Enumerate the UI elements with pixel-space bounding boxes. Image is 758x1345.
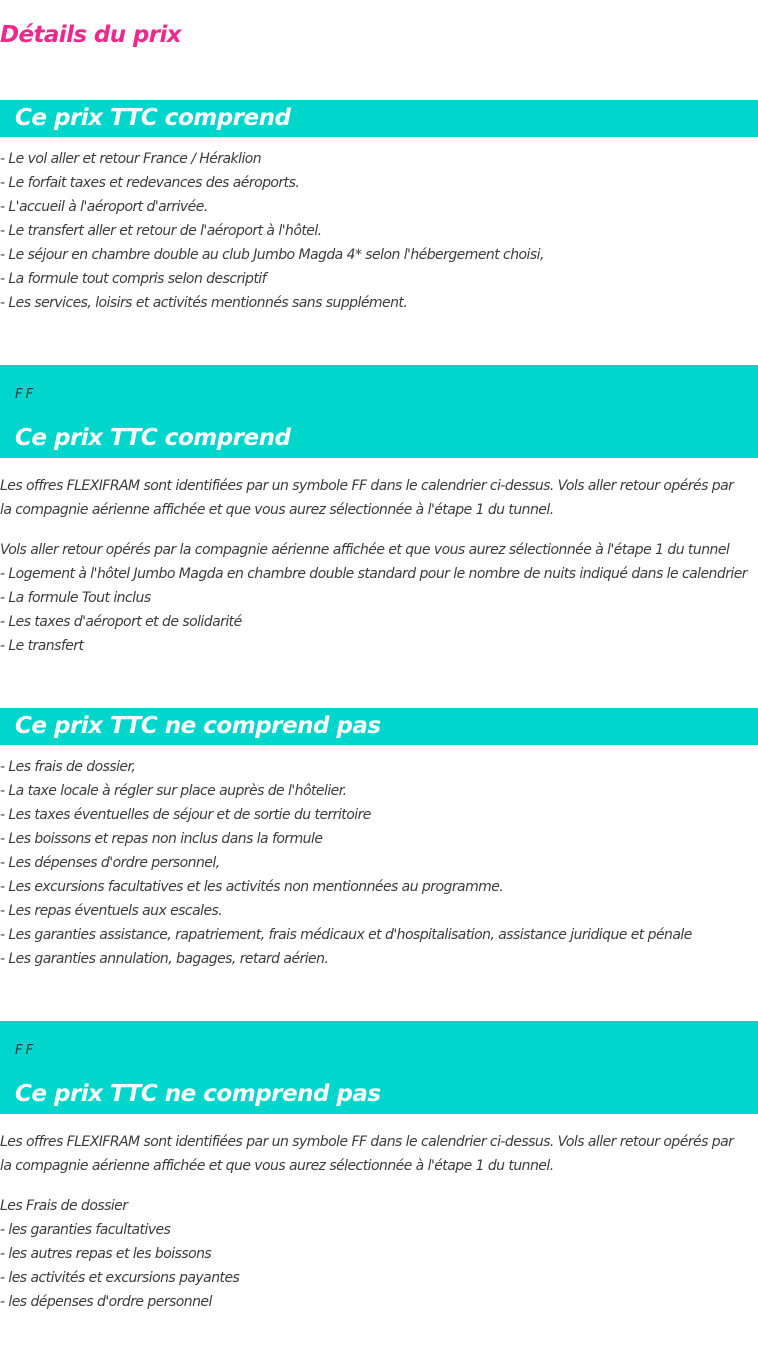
list-item: - Les taxes d'aéroport et de solidarité — [0, 614, 242, 630]
list-item: - Le transfert — [0, 638, 84, 654]
list-item: - Les taxes éventuelles de séjour et de sortie du territoire — [0, 807, 371, 823]
flexifram-intro: Les offres FLEXIFRAM sont identifiées par un symbole FF dans le calendrier ci-dessus. Vols aller retour opérés par la compagnie aérienne affichée et que vous aurez sélectionnée à l'étape 1 du tunnel. — [0, 478, 734, 518]
list-item: - les garanties facultatives — [0, 1222, 171, 1238]
list-item: - La taxe locale à régler sur place auprès de l'hôtelier. — [0, 783, 347, 799]
list-item: - Le vol aller et retour France / Héraklion — [0, 151, 262, 167]
list-item: - Le séjour en chambre double au club Jumbo Magda 4* selon l'hébergement choisi, — [0, 247, 544, 263]
flexifram-tag: F F — [15, 387, 33, 402]
list-item: - les activités et excursions payantes — [0, 1270, 240, 1286]
list-item: - Les excursions facultatives et les activités non mentionnées au programme. — [0, 879, 504, 895]
list-item: - Les garanties annulation, bagages, retard aérien. — [0, 951, 329, 967]
list-item: - La formule Tout inclus — [0, 590, 151, 606]
list-item: - Les services, loisirs et activités mentionnés sans supplément. — [0, 295, 408, 311]
section-included-flexifram — [0, 365, 758, 658]
list-item: - La formule tout compris selon descriptif — [0, 271, 267, 287]
section-header-band — [0, 1021, 758, 1114]
list-item: - Le forfait taxes et redevances des aéroports. — [0, 175, 300, 191]
list-item: - Logement à l'hôtel Jumbo Magda en chambre double standard pour le nombre de nuits indiqué dans le calendrier — [0, 566, 748, 582]
list-item: - les autres repas et les boissons — [0, 1246, 212, 1262]
section-not-included — [0, 708, 758, 971]
section-included — [0, 100, 758, 315]
included-list — [0, 147, 758, 315]
list-item: - Les garanties assistance, rapatriement, frais médicaux et d'hospitalisation, assistance juridique et pénale — [0, 927, 692, 943]
list-item: Les Frais de dossier — [0, 1198, 128, 1214]
not-included-list — [0, 755, 758, 971]
not-included-flexifram-list — [0, 1194, 758, 1314]
section-title: Ce prix TTC comprend — [15, 425, 291, 451]
flexifram-tag: F F — [15, 1043, 33, 1058]
list-item: - Les frais de dossier, — [0, 759, 136, 775]
section-title: Ce prix TTC comprend — [15, 105, 291, 131]
section-header-band — [0, 100, 758, 137]
list-item: - Les dépenses d'ordre personnel, — [0, 855, 220, 871]
section-header-band — [0, 708, 758, 745]
section-header-band — [0, 365, 758, 458]
list-item: - les dépenses d'ordre personnel — [0, 1294, 212, 1310]
page-title: Détails du prix — [0, 22, 182, 48]
list-item: - L'accueil à l'aéroport d'arrivée. — [0, 199, 208, 215]
section-title: Ce prix TTC ne comprend pas — [15, 1081, 381, 1107]
list-item: - Les boissons et repas non inclus dans la formule — [0, 831, 323, 847]
list-item: - Les repas éventuels aux escales. — [0, 903, 223, 919]
included-flexifram-list — [0, 538, 758, 658]
flexifram-intro: Les offres FLEXIFRAM sont identifiées par un symbole FF dans le calendrier ci-dessus. Vols aller retour opérés par la compagnie aérienne affichée et que vous aurez sélectionnée à l'étape 1 du tunnel. — [0, 1134, 734, 1174]
list-item: Vols aller retour opérés par la compagnie aérienne affichée et que vous aurez sélectionnée à l'étape 1 du tunnel — [0, 542, 730, 558]
section-not-included-flexifram — [0, 1021, 758, 1314]
list-item: - Le transfert aller et retour de l'aéroport à l'hôtel. — [0, 223, 322, 239]
section-title: Ce prix TTC ne comprend pas — [15, 713, 381, 739]
